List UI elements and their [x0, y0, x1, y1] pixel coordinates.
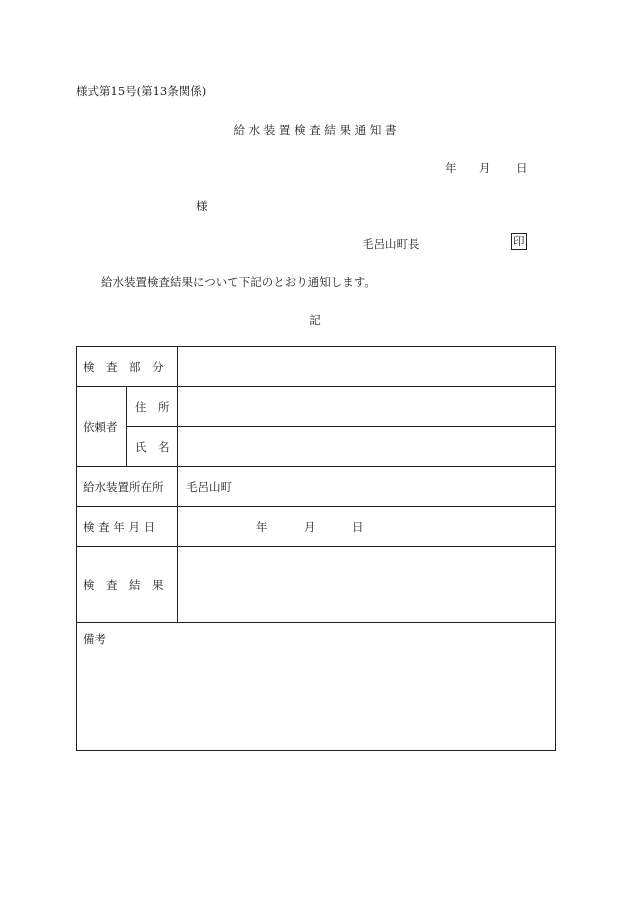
- requester-label: 依頼者: [77, 387, 127, 467]
- inspection-result-label: 検 査 結 果: [77, 547, 178, 623]
- body-text: 給水装置検査結果について下記のとおり通知します。: [101, 275, 376, 289]
- table-row: [77, 427, 556, 467]
- inspection-date-month: 月: [304, 519, 316, 534]
- table-row: [77, 387, 556, 427]
- issue-date: [445, 160, 528, 176]
- table-row: [77, 347, 556, 387]
- addressee-suffix: 様: [196, 199, 208, 213]
- name-field[interactable]: [178, 427, 556, 467]
- inspection-part-label: 検 査 部 分: [77, 347, 178, 387]
- ki-heading: 記: [309, 313, 321, 327]
- table-row: [77, 467, 556, 507]
- form-number: 様式第15号(第13条関係): [76, 84, 207, 98]
- table-row: [77, 547, 556, 623]
- inspection-form-table: [76, 346, 556, 751]
- table-row: [77, 623, 556, 751]
- table-row: [77, 507, 556, 547]
- inspection-date-year: 年: [256, 519, 268, 534]
- address-label: 住 所: [127, 387, 178, 427]
- address-field[interactable]: [178, 387, 556, 427]
- inspection-date-field[interactable]: [178, 507, 556, 547]
- document-title: 給 水 装 置 検 査 結 果 通 知 書: [233, 123, 397, 137]
- location-field[interactable]: 毛呂山町: [178, 467, 556, 507]
- inspection-part-field[interactable]: [178, 347, 556, 387]
- inspection-result-field[interactable]: [178, 547, 556, 623]
- seal-mark: 印: [513, 234, 525, 248]
- notes-label: 備考: [83, 632, 106, 646]
- inspection-date-day: 日: [352, 519, 364, 534]
- location-label: 給水装置所在所: [77, 467, 178, 507]
- inspection-date-label: 検 査 年 月 日: [77, 507, 178, 547]
- issue-date-month: 月: [479, 161, 491, 175]
- issue-date-day: 日: [516, 161, 528, 175]
- notes-field[interactable]: [77, 623, 556, 751]
- name-label: 氏 名: [127, 427, 178, 467]
- issue-date-year: 年: [445, 161, 457, 175]
- issuer-name: 毛呂山町長: [362, 237, 420, 251]
